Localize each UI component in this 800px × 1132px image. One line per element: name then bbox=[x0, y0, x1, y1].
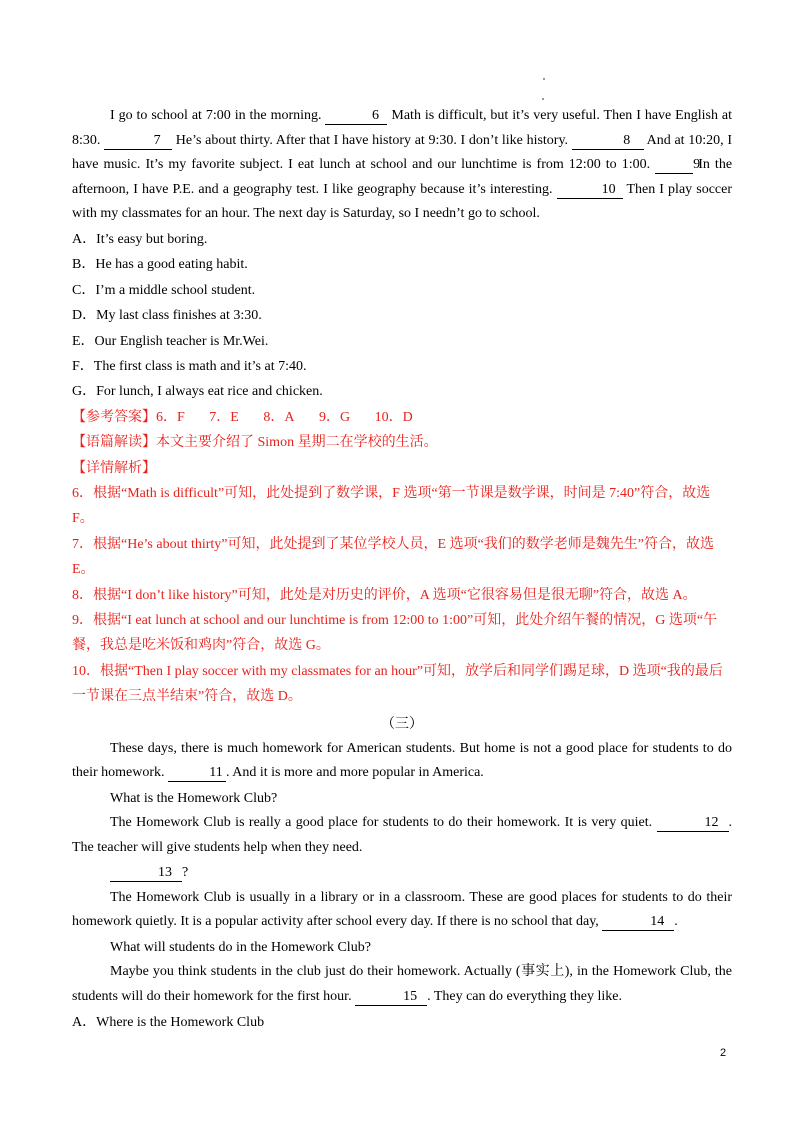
blank-6: 6 bbox=[325, 108, 387, 125]
blank-13: 13 bbox=[110, 865, 182, 882]
option-d: D．My last class finishes at 3:30. bbox=[72, 308, 262, 324]
passage-2-para-4: Maybe you think students in the club just do their homework. Actually (事实上), in the Homework Club, the students will do their homework for the first hour. 15 . They can do everything they like. bbox=[72, 964, 732, 1005]
explanation-9: 9．根据“I eat lunch at school and our lunchtime is from 12:00 to 1:00”可知，此处介绍午餐的情况，G 选项“午餐，我总是吃米饭和鸡肉”符合，故选 G。 bbox=[72, 613, 718, 654]
passage-2-para-3: The Homework Club is usually in a library or in a classroom. These are good places for students to do their homework quietly. It is a popular activity after school every day. If there is no school that day, 14 . bbox=[72, 889, 732, 930]
detail-label: 【详情解析】 bbox=[72, 460, 156, 476]
subheading-what-will: What will students do in the Homework Club? bbox=[110, 940, 371, 956]
passage-2-para-1: These days, there is much homework for American students. But home is not a good place for students to do their homework. 11 . And it is more and more popular in America. bbox=[72, 740, 732, 781]
explanation-7: 7．根据“He’s about thirty”可知，此处提到了某位学校人员，E 选项“我们的数学老师是魏先生”符合，故选 E。 bbox=[72, 536, 715, 578]
blank-14: 14 bbox=[602, 914, 674, 931]
explanation-8: 8．根据“I don’t like history”可知，此处是对历史的评价，A 选项“它很容易但是很无聊”符合，故选 A。 bbox=[72, 587, 697, 603]
option-g: G．For lunch, I always eat rice and chicken. bbox=[72, 384, 323, 400]
scan-marks bbox=[540, 76, 548, 106]
blank-11: 11 bbox=[168, 765, 226, 782]
blank-8: 8 bbox=[572, 133, 644, 150]
passage-1: I go to school at 7:00 in the morning. 6 Math is difficult, but it’s very useful. Then I have English at 8:30. 7 He’s about thirty. After that I have history at 9:30. I don’t like history. 8 And at 10:20, I have music. It’s my favorite subject. I eat lunch at school and our lunchtime is from 12:00 to 1:00. 9 In the afternoon, I have P.E. and a geography test. I like geography because it’s interesting. 10 Then I play soccer with my classmates for an hour. The next day is Saturday, so I needn’t go to school. bbox=[72, 108, 733, 222]
blank-15: 15 bbox=[355, 989, 427, 1006]
blank-9: 9 bbox=[655, 157, 693, 174]
section-title: （三） bbox=[381, 716, 423, 732]
page-number: 2 bbox=[720, 1047, 727, 1059]
blank-7: 7 bbox=[104, 133, 172, 150]
option-f: F．The first class is math and it’s at 7:40. bbox=[72, 359, 307, 374]
option-e: E．Our English teacher is Mr.Wei. bbox=[72, 333, 269, 349]
explanation-6: 6．根据“Math is difficult”可知，此处提到了数学课，F 选项“第一节课是数学课，时间是 7:40”符合，故选 F。 bbox=[72, 486, 711, 527]
option-b: B．He has a good eating habit. bbox=[72, 257, 248, 273]
option-2-a: A．Where is the Homework Club bbox=[72, 1014, 265, 1030]
blank-12: 12 bbox=[657, 815, 729, 832]
option-c: C．I’m a middle school student. bbox=[72, 282, 256, 298]
page-content bbox=[72, 104, 732, 1035]
passage-interpretation: 【语篇解读】本文主要介绍了 Simon 星期二在学校的生活。 bbox=[72, 435, 438, 451]
subheading-what-is: What is the Homework Club? bbox=[110, 790, 278, 806]
explanation-10: 10．根据“Then I play soccer with my classmates for an hour”可知，放学后和同学们踢足球，D 选项“我的最后一节课在三点半结束”符合，故选 D。 bbox=[72, 663, 723, 705]
answer-key: 【参考答案】6．F 7．E 8．A 9．G 10．D bbox=[72, 409, 413, 425]
subheading-blank-13: 13 ? bbox=[72, 860, 732, 885]
option-a: A．It’s easy but boring. bbox=[72, 231, 208, 247]
passage-2-para-2: The Homework Club is really a good place for students to do their homework. It is very quiet. 12 . The teacher will give students help when they need. bbox=[72, 815, 733, 855]
options-list-1 bbox=[72, 227, 732, 405]
blank-10: 10 bbox=[557, 182, 623, 199]
